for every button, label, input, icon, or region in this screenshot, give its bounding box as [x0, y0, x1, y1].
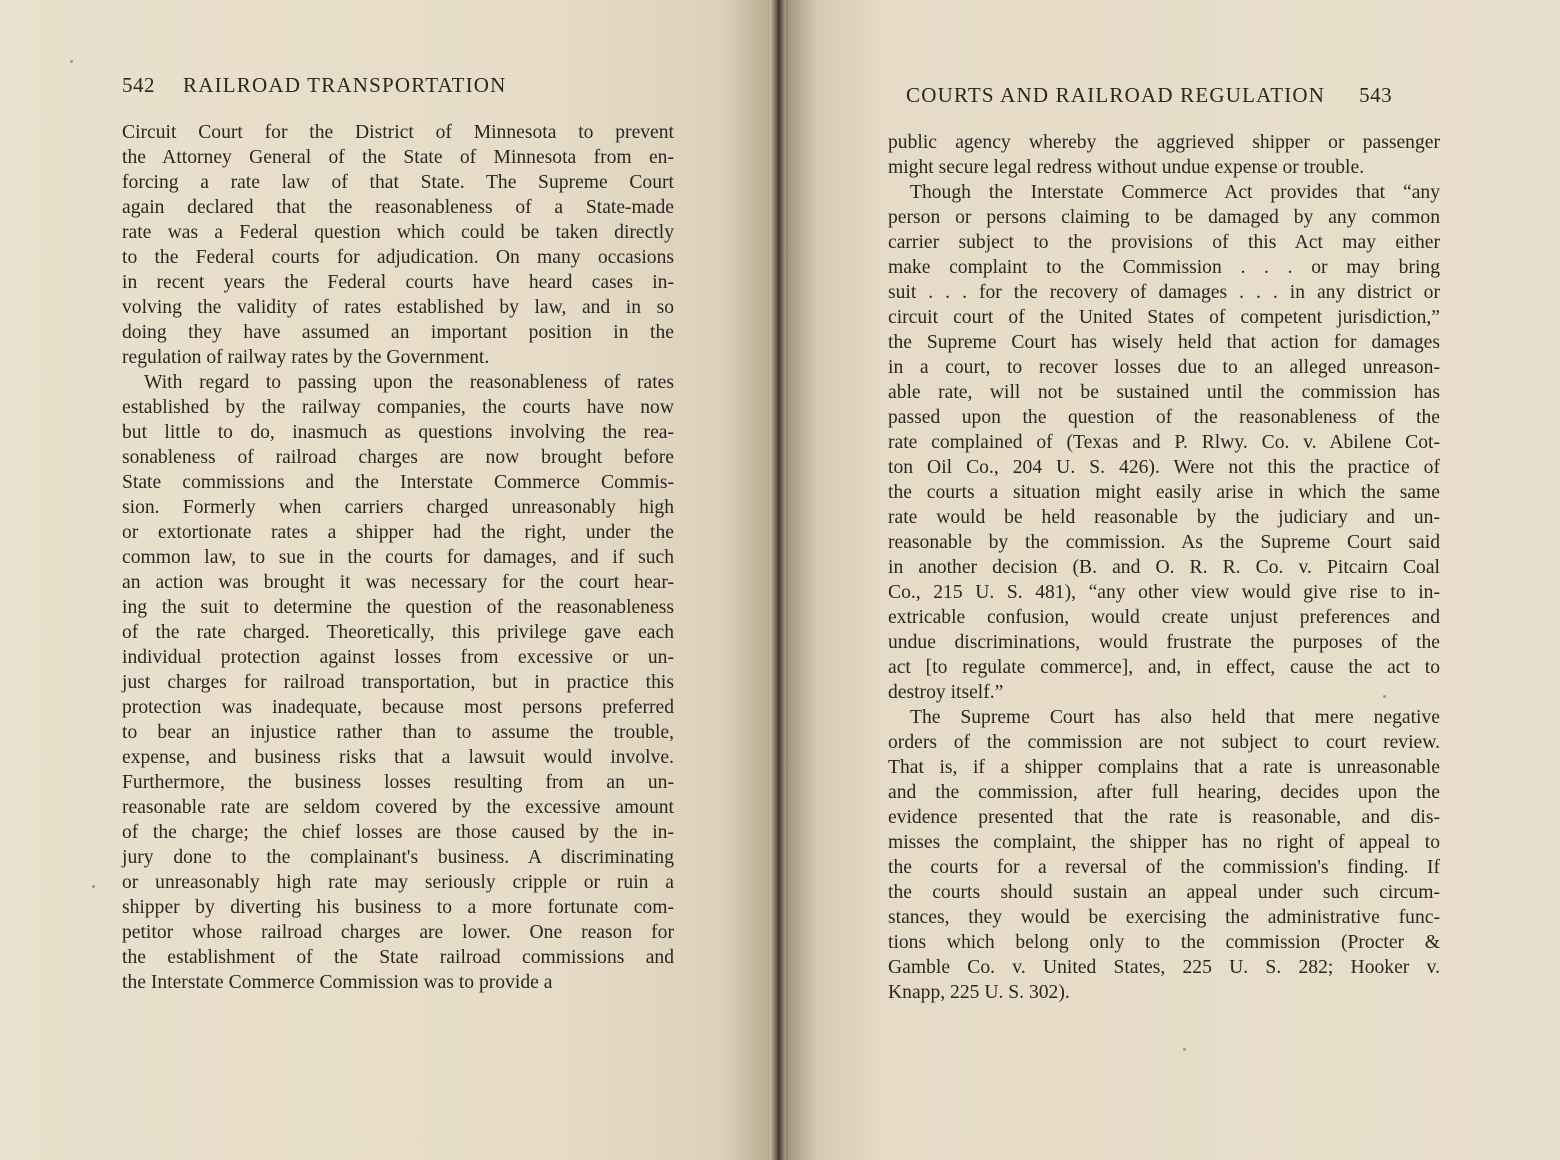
text-line: make complaint to the Commission . . . or may bring: [888, 257, 1440, 278]
text-line: the courts for a reversal of the commission's finding. If: [888, 857, 1440, 878]
text-line: State commissions and the Interstate Commerce Commis-: [122, 472, 674, 493]
text-line: sonableness of railroad charges are now brought before: [122, 447, 674, 468]
text-line: established by the railway companies, the courts have now: [122, 397, 674, 418]
text-line: common law, to sue in the courts for damages, and if such: [122, 547, 674, 568]
text-line: and the commission, after full hearing, decides upon the: [888, 782, 1440, 803]
paper-speck: [92, 885, 95, 888]
text-line: destroy itself.”: [888, 682, 1004, 703]
text-line: regulation of railway rates by the Government.: [122, 347, 490, 368]
text-line: volving the validity of rates established by law, and in so: [122, 297, 674, 318]
text-line: person or persons claiming to be damaged by any common: [888, 207, 1440, 228]
right-body-text: [888, 130, 1440, 1005]
text-line: might secure legal redress without undue expense or trouble.: [888, 157, 1365, 178]
text-line: reasonable by the commission. As the Supreme Court said: [888, 532, 1440, 553]
text-line: circuit court of the United States of competent jurisdiction,”: [888, 307, 1440, 328]
paragraph: [122, 120, 674, 370]
left-page-number: 542: [122, 73, 155, 97]
text-line: but little to do, inasmuch as questions involving the rea-: [122, 422, 674, 443]
text-line: the Supreme Court has wisely held that action for damages: [888, 332, 1440, 353]
text-line: ing the suit to determine the question of the reasonableness: [122, 597, 674, 618]
text-line: protection was inadequate, because most persons preferred: [122, 697, 674, 718]
text-line: tions which belong only to the commission (Procter &: [888, 932, 1440, 953]
paragraph: [888, 180, 1440, 705]
paragraph: [888, 705, 1440, 1005]
text-line: of the charge; the chief losses are those caused by the in-: [122, 822, 674, 843]
left-running-head-title: RAILROAD TRANSPORTATION: [183, 73, 507, 97]
text-line: the courts a situation might easily arise in which the same: [888, 482, 1440, 503]
text-line: the Interstate Commerce Commission was to provide a: [122, 972, 553, 993]
text-line: rate was a Federal question which could be taken directly: [122, 222, 674, 243]
text-line: in a court, to recover losses due to an alleged unreason-: [888, 357, 1440, 378]
text-line: Gamble Co. v. United States, 225 U. S. 282; Hooker v.: [888, 957, 1440, 978]
text-line: in recent years the Federal courts have heard cases in-: [122, 272, 674, 293]
text-line: jury done to the complainant's business. A discriminating: [122, 847, 674, 868]
text-line: stances, they would be exercising the administrative func-: [888, 907, 1440, 928]
text-line: extricable confusion, would create unjust preferences and: [888, 607, 1440, 628]
text-line: rate complained of (Texas and P. Rlwy. Co. v. Abilene Cot-: [888, 432, 1440, 453]
right-page: [778, 0, 1560, 1160]
text-line: petitor whose railroad charges are lower. One reason for: [122, 922, 674, 943]
paper-speck: [1383, 695, 1386, 698]
right-running-head: [906, 83, 1392, 108]
left-running-head: [122, 73, 507, 98]
paper-speck: [1183, 1048, 1186, 1051]
right-page-number: 543: [1359, 83, 1393, 107]
text-line: to the Federal courts for adjudication. On many occasions: [122, 247, 674, 268]
text-line: individual protection against losses from excessive or un-: [122, 647, 674, 668]
text-line: sion. Formerly when carriers charged unreasonably high: [122, 497, 674, 518]
text-line: With regard to passing upon the reasonableness of rates: [144, 372, 674, 393]
text-line: the establishment of the State railroad commissions and: [122, 947, 674, 968]
text-line: to bear an injustice rather than to assume the trouble,: [122, 722, 674, 743]
text-line: act [to regulate commerce], and, in effect, cause the act to: [888, 657, 1440, 678]
text-line: misses the complaint, the shipper has no right of appeal to: [888, 832, 1440, 853]
text-line: the Attorney General of the State of Minnesota from en-: [122, 147, 674, 168]
text-line: Knapp, 225 U. S. 302).: [888, 982, 1070, 1003]
text-line: The Supreme Court has also held that mere negative: [910, 707, 1440, 728]
text-line: orders of the commission are not subject to court review.: [888, 732, 1440, 753]
right-running-head-title: COURTS AND RAILROAD REGULATION: [906, 83, 1326, 107]
book-gutter: [770, 0, 786, 1160]
text-line: Though the Interstate Commerce Act provides that “any: [910, 182, 1440, 203]
text-line: of the rate charged. Theoretically, this privilege gave each: [122, 622, 674, 643]
text-line: an action was brought it was necessary for the court hear-: [122, 572, 674, 593]
text-line: reasonable rate are seldom covered by the excessive amount: [122, 797, 674, 818]
text-line: in another decision (B. and O. R. R. Co. v. Pitcairn Coal: [888, 557, 1440, 578]
text-line: expense, and business risks that a lawsuit would involve.: [122, 747, 674, 768]
left-body-text: [122, 120, 674, 995]
text-line: shipper by diverting his business to a more fortunate com-: [122, 897, 674, 918]
text-line: That is, if a shipper complains that a rate is unreasonable: [888, 757, 1440, 778]
text-line: forcing a rate law of that State. The Supreme Court: [122, 172, 674, 193]
text-line: suit . . . for the recovery of damages . . . in any district or: [888, 282, 1440, 303]
text-line: Co., 215 U. S. 481), “any other view would give rise to in-: [888, 582, 1440, 603]
text-line: or extortionate rates a shipper had the right, under the: [122, 522, 674, 543]
paragraph: [122, 370, 674, 995]
text-line: Furthermore, the business losses resulting from an un-: [122, 772, 674, 793]
text-line: passed upon the question of the reasonableness of the: [888, 407, 1440, 428]
text-line: or unreasonably high rate may seriously cripple or ruin a: [122, 872, 674, 893]
text-line: able rate, will not be sustained until the commission has: [888, 382, 1440, 403]
text-line: the courts should sustain an appeal under such circum-: [888, 882, 1440, 903]
text-line: Circuit Court for the District of Minnesota to prevent: [122, 122, 674, 143]
text-line: just charges for railroad transportation, but in practice this: [122, 672, 674, 693]
text-line: public agency whereby the aggrieved shipper or passenger: [888, 132, 1440, 153]
paper-speck: [70, 60, 73, 63]
text-line: undue discriminations, would frustrate the purposes of the: [888, 632, 1440, 653]
text-line: rate would be held reasonable by the judiciary and un-: [888, 507, 1440, 528]
text-line: carrier subject to the provisions of this Act may either: [888, 232, 1440, 253]
text-line: doing they have assumed an important position in the: [122, 322, 674, 343]
left-page: [0, 0, 778, 1160]
text-line: evidence presented that the rate is reasonable, and dis-: [888, 807, 1440, 828]
paragraph: [888, 130, 1440, 180]
text-line: ton Oil Co., 204 U. S. 426). Were not this the practice of: [888, 457, 1440, 478]
text-line: again declared that the reasonableness of a State-made: [122, 197, 674, 218]
